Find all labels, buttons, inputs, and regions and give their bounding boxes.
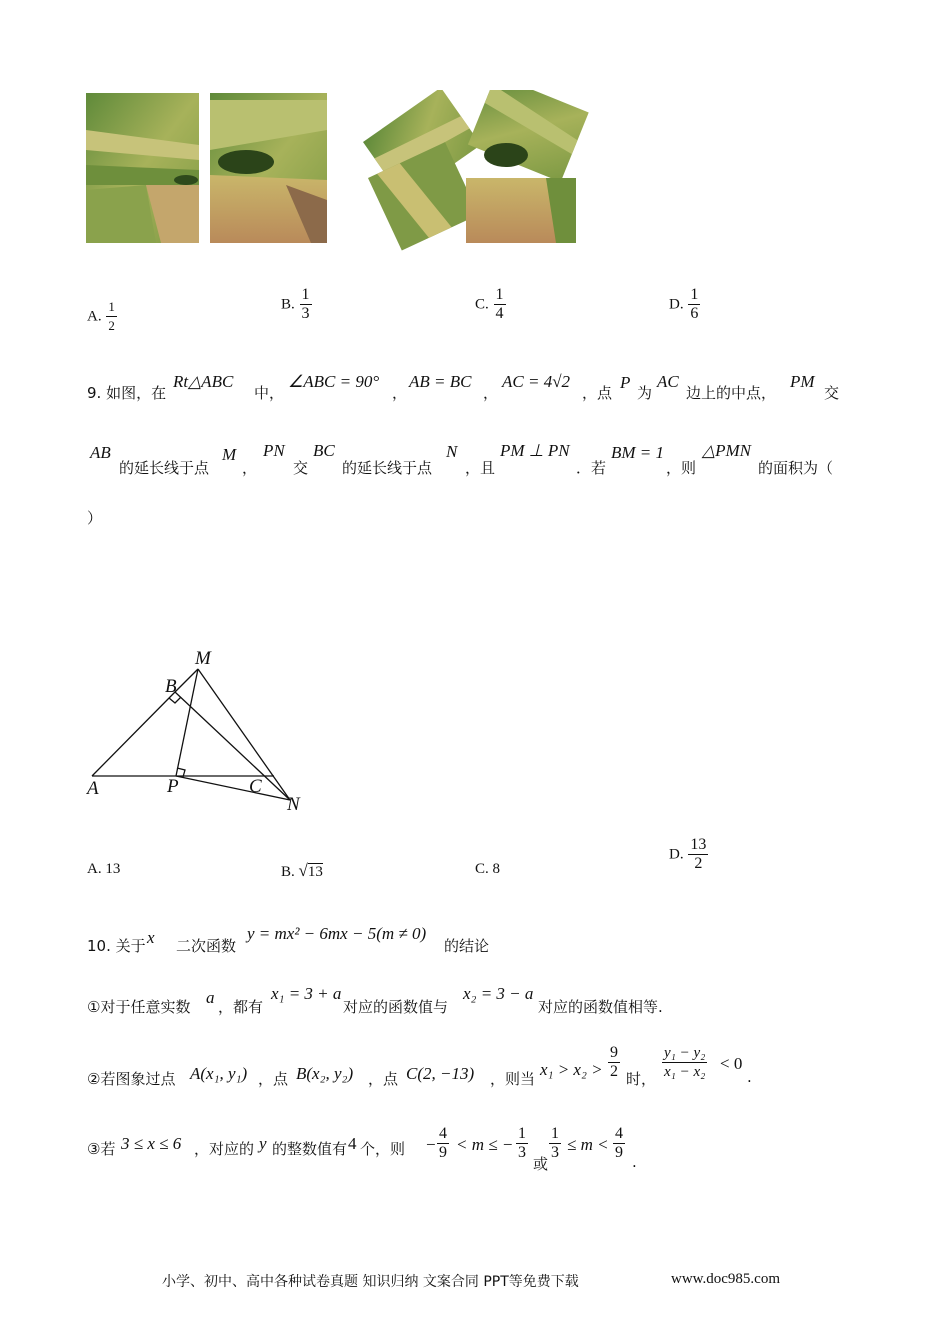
- q10-text: 或: [533, 1155, 549, 1173]
- q9-option-c-label: C.: [475, 861, 489, 877]
- q9-option-c[interactable]: [475, 861, 500, 878]
- field-photos-figure: [86, 90, 606, 255]
- q10-s3-y: y: [259, 1134, 267, 1153]
- q10-text: 的结论: [444, 937, 490, 955]
- footer-url[interactable]: www.doc985.com: [671, 1271, 781, 1287]
- q8-option-a-fraction: $\frac{1}{2}$: [108, 299, 115, 333]
- q8-option-b[interactable]: B. $\frac{1}{3}$: [281, 286, 310, 322]
- q8-option-d[interactable]: D. $\frac{1}{6}$: [669, 286, 699, 322]
- q10-s2-condition: x₁ > x₂ >: [540, 1060, 603, 1079]
- q10-text: ，点: [368, 1070, 399, 1088]
- q9-text: ，: [392, 384, 408, 402]
- q10-text: 时，: [626, 1070, 657, 1088]
- q10-s2-point-c: C(2, −13): [406, 1064, 475, 1083]
- q9-option-b-value: 13: [307, 864, 323, 880]
- q10-s1-x1: x₁ = 3 + a: [271, 984, 342, 1003]
- q9-text: 的延长线于点: [342, 459, 433, 477]
- q9-option-d-fraction: $\frac{13}{2}$: [690, 836, 707, 872]
- q10-text: ，对应的: [194, 1140, 255, 1158]
- q10-s2-point-b: B(x₂, y₂): [296, 1064, 354, 1083]
- q9-option-a[interactable]: [87, 861, 120, 878]
- q10-s2-point-a: A(x₁, y₁): [190, 1064, 248, 1083]
- q9-text: 为: [637, 384, 653, 402]
- q9-bm-length: BM = 1: [611, 443, 665, 462]
- segment-ab: [92, 692, 175, 776]
- q10-text: 二次函数: [176, 937, 237, 955]
- label-p: P: [167, 776, 179, 797]
- q10-text: 对应的函数值与: [343, 998, 449, 1016]
- q9-text: ．若: [576, 459, 607, 477]
- q10-text: .: [632, 1153, 637, 1171]
- q10-statement-3: ③若: [87, 1140, 116, 1158]
- q9-perpendicular: PM ⊥ PN: [500, 441, 570, 460]
- q8-option-c-fraction: $\frac{1}{4}$: [495, 286, 504, 322]
- q9-text: 的面积为（: [758, 459, 834, 477]
- q10-s1-x2: x₂ = 3 − a: [463, 984, 534, 1003]
- q10-function: y = mx² − 6mx − 5(m ≠ 0): [247, 924, 427, 943]
- q9-segment-ac: AC: [657, 372, 679, 391]
- q10-s2-less-zero: < 0: [720, 1054, 743, 1073]
- q10-s1-a: a: [206, 988, 215, 1007]
- q9-point-n: N: [446, 442, 458, 461]
- q10-text: 的整数值有: [272, 1140, 348, 1158]
- label-n: N: [287, 794, 300, 815]
- q9-triangle-pmn: △PMN: [702, 441, 751, 460]
- q9-option-c-value: 8: [492, 861, 501, 877]
- q10-text: .: [747, 1068, 752, 1086]
- sqrt-icon: √: [298, 861, 308, 880]
- q9-text: 的延长线于点: [119, 459, 210, 477]
- q9-rt-triangle: Rt△ABC: [173, 372, 234, 391]
- q10-s3-four: 4: [348, 1134, 357, 1153]
- q10-text: ，点: [258, 1070, 289, 1088]
- label-a: A: [87, 778, 99, 799]
- q10-s3-fraction-4-9-b: $\frac{4}{9}$: [615, 1125, 623, 1161]
- q9-option-d[interactable]: [669, 836, 708, 873]
- q9-text: 交: [824, 384, 840, 402]
- segment-mp: [176, 669, 198, 776]
- q10-s3-neg: −: [426, 1135, 436, 1154]
- footer-text: 小学、初中、高中各种试卷真题 知识归纳 文案合同 PPT等免费下载: [162, 1274, 579, 1290]
- segment-pn: [176, 776, 290, 800]
- q9-segment-pn: PN: [263, 441, 285, 460]
- segment-bn: [175, 692, 290, 800]
- q9-point-p: P: [620, 373, 631, 392]
- q10-s2-fraction-9-2: $\frac{9}{2}$: [610, 1044, 618, 1080]
- q9-text: ，点: [582, 384, 613, 402]
- q9-text: ，则: [666, 459, 697, 477]
- q9-segment-bc: BC: [313, 441, 335, 460]
- q9-text: ，: [242, 459, 258, 477]
- q9-text: 边上的中点，: [686, 384, 777, 402]
- q8-option-d-fraction: $\frac{1}{6}$: [690, 286, 699, 322]
- q10-number: 10. 关于: [87, 937, 146, 955]
- q9-segment-ab: AB: [90, 443, 111, 462]
- q10-statement-1: ①对于任意实数: [87, 998, 191, 1016]
- q9-number: 9. 如图，在: [87, 384, 167, 402]
- q9-angle: ∠ABC = 90°: [288, 372, 380, 391]
- label-m: M: [195, 648, 211, 669]
- field-photo-right-piece: [210, 93, 327, 243]
- q10-s2-difference-quotient: $\frac{\text{y₁ − y₂}}{\text{x₁ − x₂}}$: [664, 1045, 706, 1080]
- q10-s3-ineq-1: < m ≤ −: [456, 1135, 514, 1154]
- q10-text: ，都有: [218, 998, 264, 1016]
- q8-option-a[interactable]: A. $\frac{1}{2}$: [87, 299, 115, 333]
- q10-s3-ineq-2: ≤ m <: [567, 1135, 609, 1154]
- q9-option-b-label: B.: [281, 864, 295, 880]
- field-photo-left-piece: [86, 93, 199, 243]
- q10-text: 个，则: [360, 1140, 406, 1158]
- q10-var-x: x: [147, 928, 155, 947]
- q9-ac-length: AC = 4√2: [502, 372, 571, 391]
- q9-segment-pm: PM: [790, 372, 815, 391]
- q9-text: ，: [483, 384, 499, 402]
- field-photo-rearranged-pieces: [363, 90, 589, 251]
- segment-mn: [198, 669, 290, 800]
- q9-geometry-figure: [80, 645, 320, 820]
- q9-point-m: M: [222, 445, 237, 464]
- q10-s3-fraction-4-9-a: $\frac{4}{9}$: [439, 1125, 447, 1161]
- q10-s3-range: 3 ≤ x ≤ 6: [121, 1134, 182, 1153]
- q8-option-c[interactable]: C. $\frac{1}{4}$: [475, 286, 504, 322]
- q9-text: ，且: [465, 459, 496, 477]
- label-c: C: [249, 776, 262, 797]
- q10-statement-2: ②若图象过点: [87, 1070, 176, 1088]
- q9-text: 交: [293, 459, 309, 477]
- q9-ab-eq-bc: AB = BC: [409, 372, 472, 391]
- q8-option-b-fraction: $\frac{1}{3}$: [301, 286, 310, 322]
- q10-s3-fraction-1-3-b: $\frac{1}{3}$: [551, 1125, 559, 1161]
- q10-text: ，则当: [490, 1070, 536, 1088]
- q9-option-b[interactable]: [281, 861, 323, 881]
- q9-text: ）: [87, 509, 103, 527]
- q9-option-a-value: 13: [105, 861, 121, 877]
- q9-text: 中，: [254, 384, 285, 402]
- q9-option-a-label: A.: [87, 861, 102, 877]
- q9-option-d-label: D.: [669, 846, 684, 863]
- q10-text: 对应的函数值相等.: [538, 998, 663, 1016]
- q10-s3-fraction-1-3-a: $\frac{1}{3}$: [518, 1125, 526, 1161]
- label-b: B: [165, 676, 177, 697]
